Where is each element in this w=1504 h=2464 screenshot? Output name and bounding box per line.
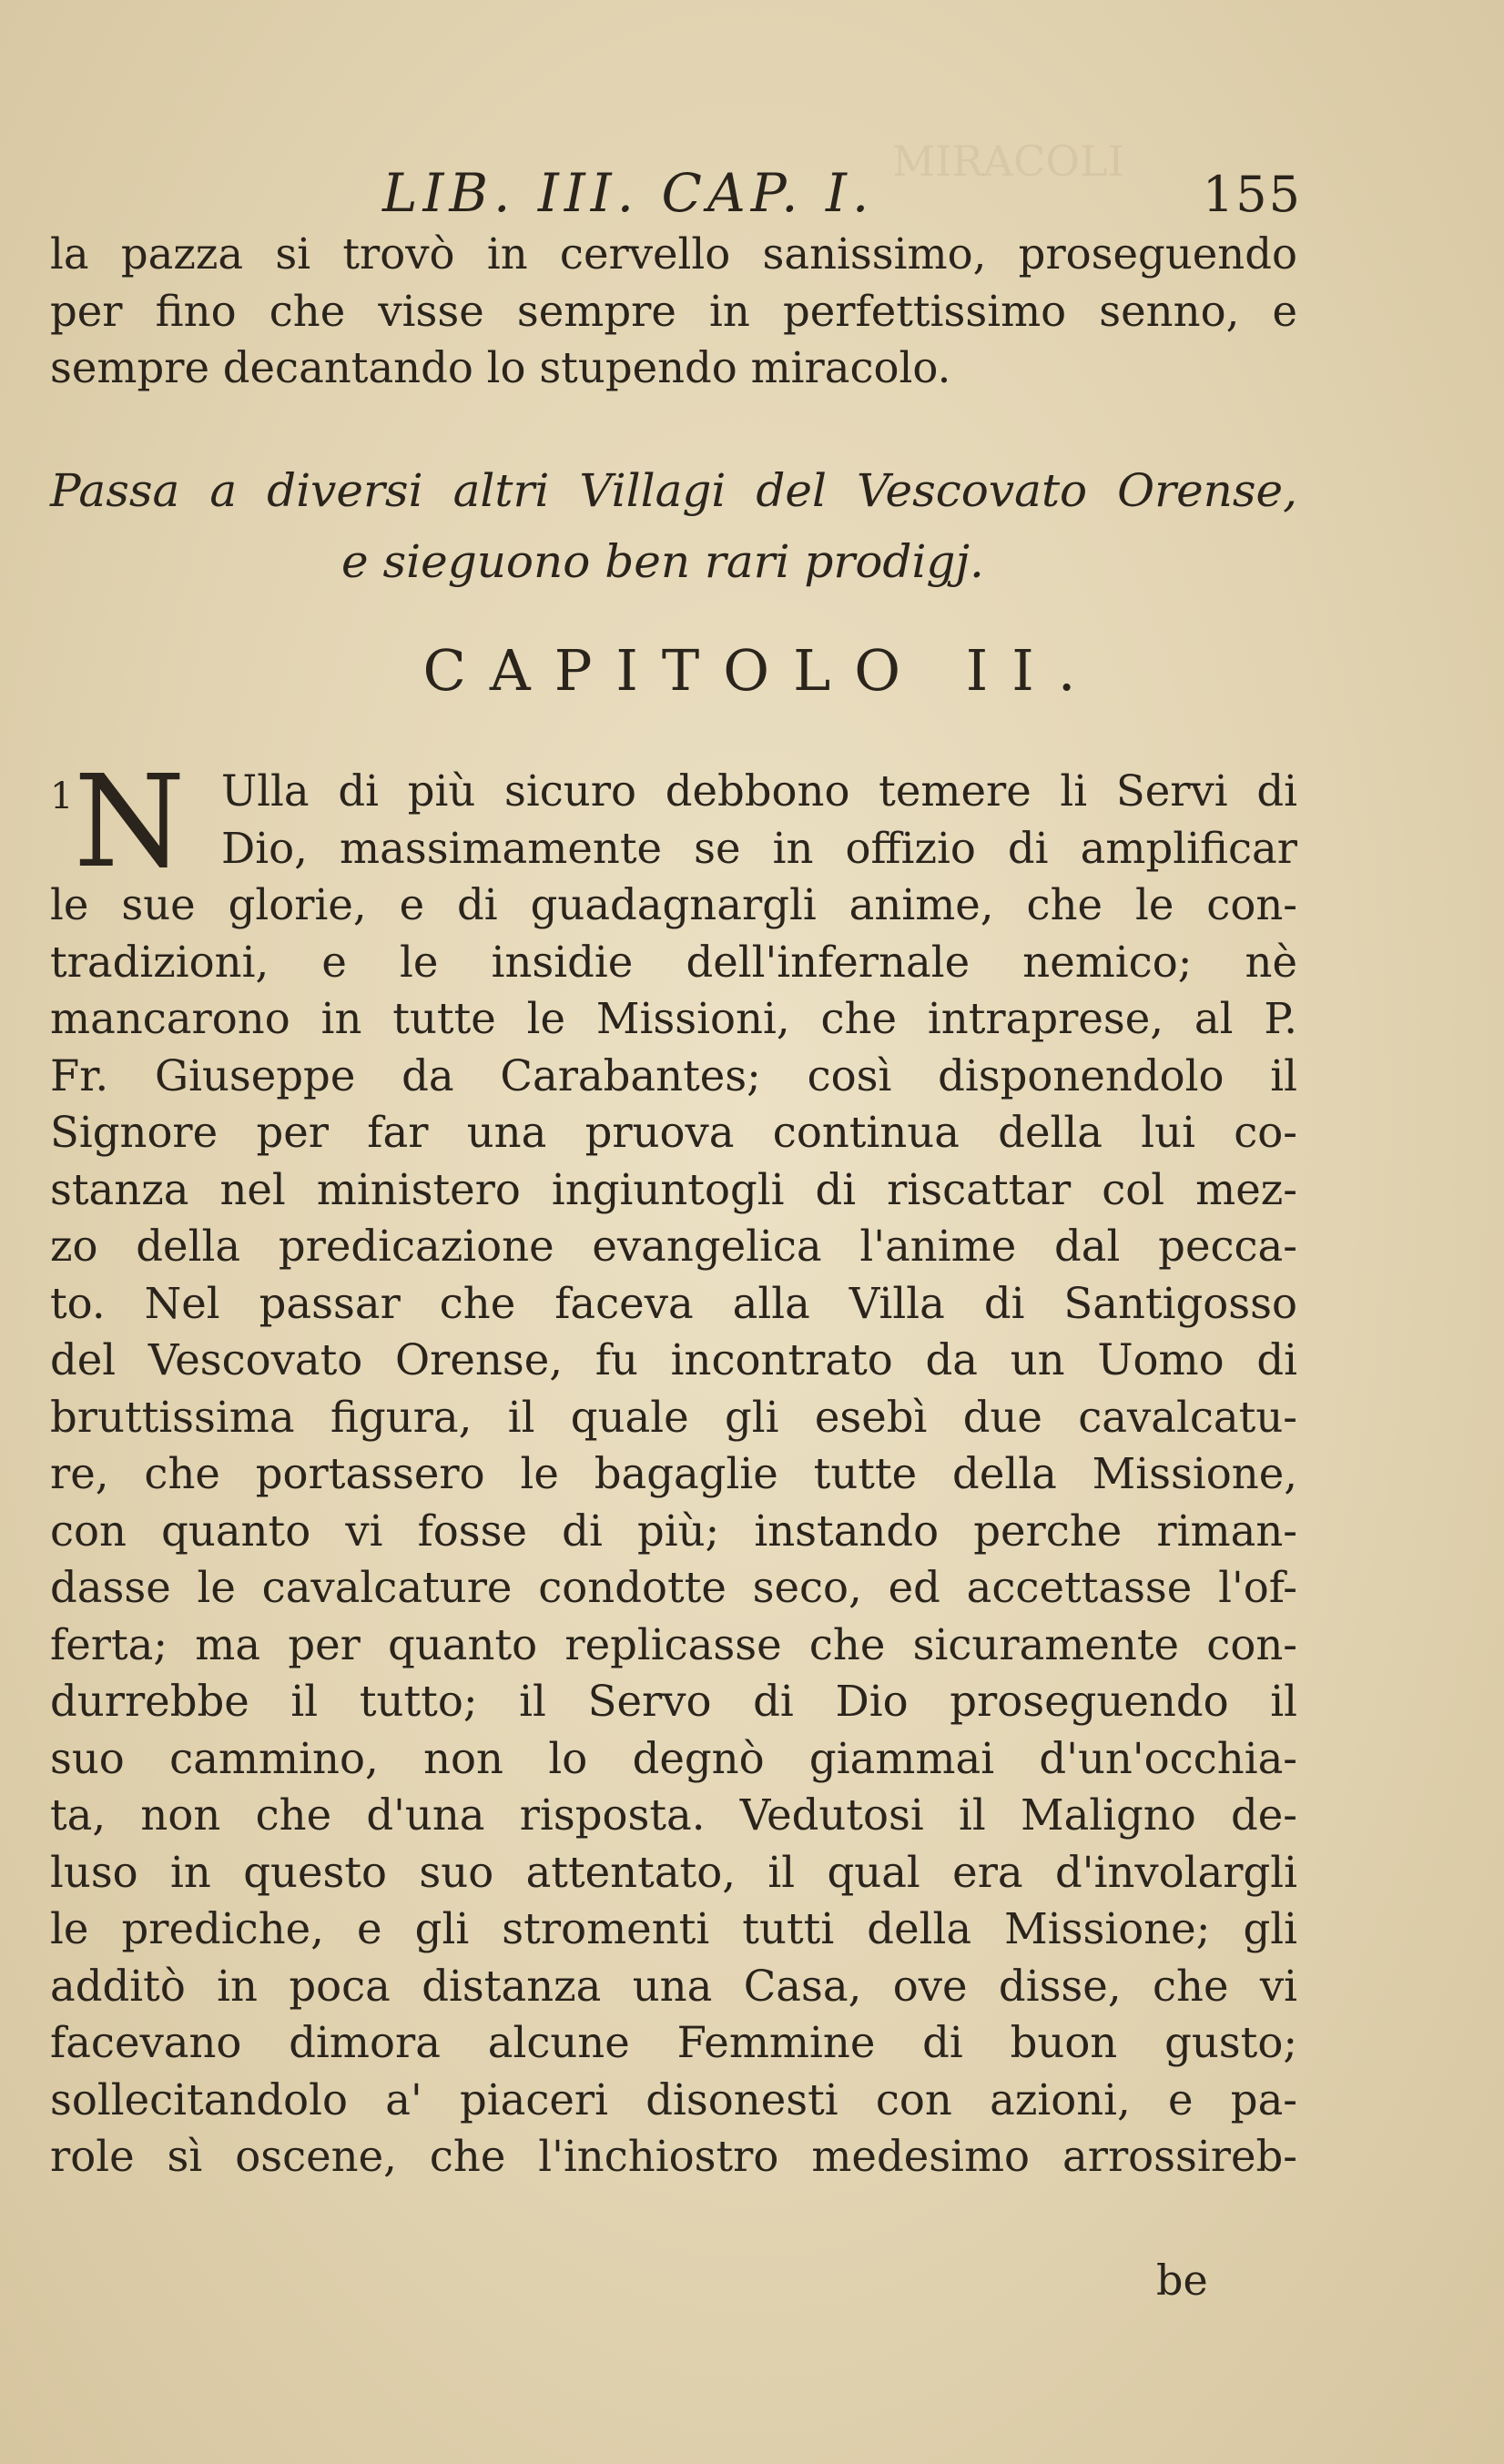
running-head: [55, 162, 1302, 226]
text-line: dasse le cavalcature condotte seco, ed accettasse l'of-: [50, 1563, 1297, 1612]
text-line: sempre decantando lo stupendo miracolo.: [50, 343, 951, 392]
text-line: con quanto vi fosse di più; instando perche riman-: [50, 1506, 1297, 1556]
text-line: luso in questo suo attentato, il qual era d'involargli: [50, 1847, 1297, 1897]
text-line: additò in poca distanza una Casa, ove disse, che vi: [50, 1961, 1297, 2011]
text-line: re, che portassero le bagaglie tutte della Missione,: [50, 1449, 1297, 1498]
page-number: 155: [1202, 166, 1302, 223]
text-line: suo cammino, non lo degnò giammai d'un'occhia-: [50, 1733, 1297, 1783]
text-line: ta, non che d'una risposta. Vedutosi il Maligno de-: [50, 1790, 1297, 1840]
text-line: Fr. Giuseppe da Carabantes; così disponendolo il: [50, 1050, 1297, 1100]
text-line: sollecitandolo a' piaceri disonesti con azioni, e pa-: [50, 2074, 1297, 2124]
opening-paragraph: [50, 226, 1297, 397]
text-line: del Vescovato Orense, fu incontrato da un Uomo di: [50, 1335, 1297, 1384]
text-line: role sì oscene, che l'inchiostro medesimo arrossireb-: [50, 2132, 1297, 2181]
catchword: be: [1156, 2256, 1208, 2305]
summary-line: Passa a diversi altri Villagi del Vescovato Orense,: [50, 464, 1297, 517]
text-line: Ulla di più sicuro debbono temere li Servi di: [221, 766, 1297, 816]
text-line: Signore per far una pruova continua della lui co-: [50, 1108, 1297, 1157]
text-line: facevano dimora alcune Femmine di buon gusto;: [50, 2018, 1297, 2067]
text-line: per fino che visse sempre in perfettissimo senno, e: [50, 286, 1297, 336]
text-line: ferta; ma per quanto replicasse che sicuramente con-: [50, 1619, 1297, 1669]
drop-cap-block: [50, 748, 1297, 897]
text-line: la pazza si trovò in cervello sanissimo, proseguendo: [50, 229, 1297, 279]
text-line: stanza nel ministero ingiuntogli di riscattar col mez-: [50, 1164, 1297, 1214]
running-title: LIB. III. CAP. I.: [382, 162, 875, 224]
bleed-through-text: MIRACOLI: [892, 137, 1124, 186]
text-line: mancarono in tutte le Missioni, che intraprese, al P.: [50, 994, 1297, 1043]
paragraph-number: 1: [50, 776, 74, 817]
text-line: zo della predicazione evangelica l'anime dal pecca-: [50, 1222, 1297, 1271]
chapter-heading: CAPITOLO II.: [422, 637, 1100, 704]
text-line: durrebbe il tutto; il Servo di Dio proseguendo il: [50, 1677, 1297, 1726]
summary-line: e sieguono ben rari prodigj.: [341, 535, 984, 588]
drop-cap: N: [74, 748, 186, 897]
text-line: bruttissima figura, il quale gli esebì due cavalcatu-: [50, 1392, 1297, 1442]
text-line: tradizioni, e le insidie dell'infernale nemico; nè: [50, 937, 1297, 987]
text-line: le sue glorie, e di guadagnargli anime, che le con-: [50, 880, 1297, 929]
text-line: to. Nel passar che faceva alla Villa di Santigosso: [50, 1278, 1297, 1328]
text-line: Dio, massimamente se in offizio di amplificar: [221, 823, 1297, 873]
chapter-body: [50, 748, 1297, 2185]
chapter-summary: [50, 455, 1297, 597]
text-line: le prediche, e gli stromenti tutti della Missione; gli: [50, 1904, 1297, 1953]
